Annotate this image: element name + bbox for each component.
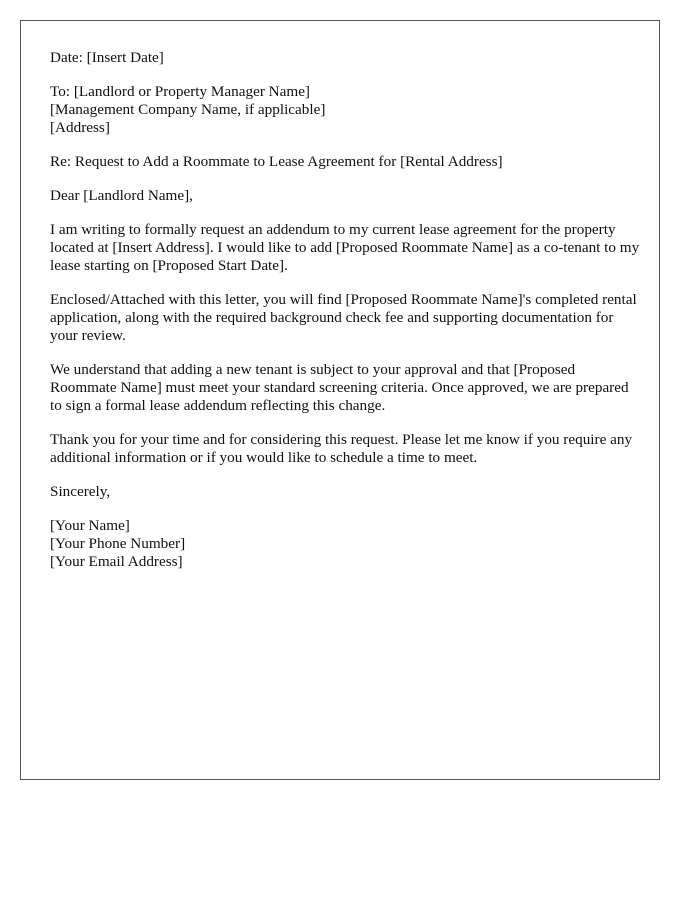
closing: Sincerely, <box>50 483 111 500</box>
signature-email: [Your Email Address] <box>50 553 183 570</box>
signature-block <box>50 517 640 571</box>
body-paragraph-2: Enclosed/Attached with this letter, you will find [Proposed Roommate Name]'s completed rental application, along with the required background check fee and supporting documentation for your review. <box>50 291 637 344</box>
recipient-block <box>50 83 640 137</box>
salutation-block <box>50 187 640 205</box>
date-line: Date: [Insert Date] <box>50 49 164 66</box>
salutation: Dear [Landlord Name], <box>50 187 193 204</box>
signature-phone: [Your Phone Number] <box>50 535 186 552</box>
subject-block <box>50 153 640 171</box>
letter-page <box>20 20 660 780</box>
letter-body <box>50 49 640 587</box>
date-block <box>50 49 640 67</box>
signature-name: [Your Name] <box>50 517 130 534</box>
body-paragraph-4: Thank you for your time and for considering this request. Please let me know if you require any additional information or if you would like to schedule a time to meet. <box>50 431 633 466</box>
subject-line: Re: Request to Add a Roommate to Lease Agreement for [Rental Address] <box>50 153 503 170</box>
recipient-name: To: [Landlord or Property Manager Name] <box>50 83 310 100</box>
recipient-address: [Address] <box>50 119 110 136</box>
body-paragraph-1: I am writing to formally request an addendum to my current lease agreement for the property located at [Insert Address]. I would like to add [Proposed Roommate Name] as a co-tenant to my lease starting on [Proposed Start Date]. <box>50 221 640 274</box>
body-paragraph-3: We understand that adding a new tenant is subject to your approval and that [Proposed Roommate Name] must meet your standard screening criteria. Once approved, we are prepared to sign a formal lease addendum reflecting this change. <box>50 361 629 414</box>
recipient-company: [Management Company Name, if applicable] <box>50 101 326 118</box>
closing-block <box>50 483 640 501</box>
